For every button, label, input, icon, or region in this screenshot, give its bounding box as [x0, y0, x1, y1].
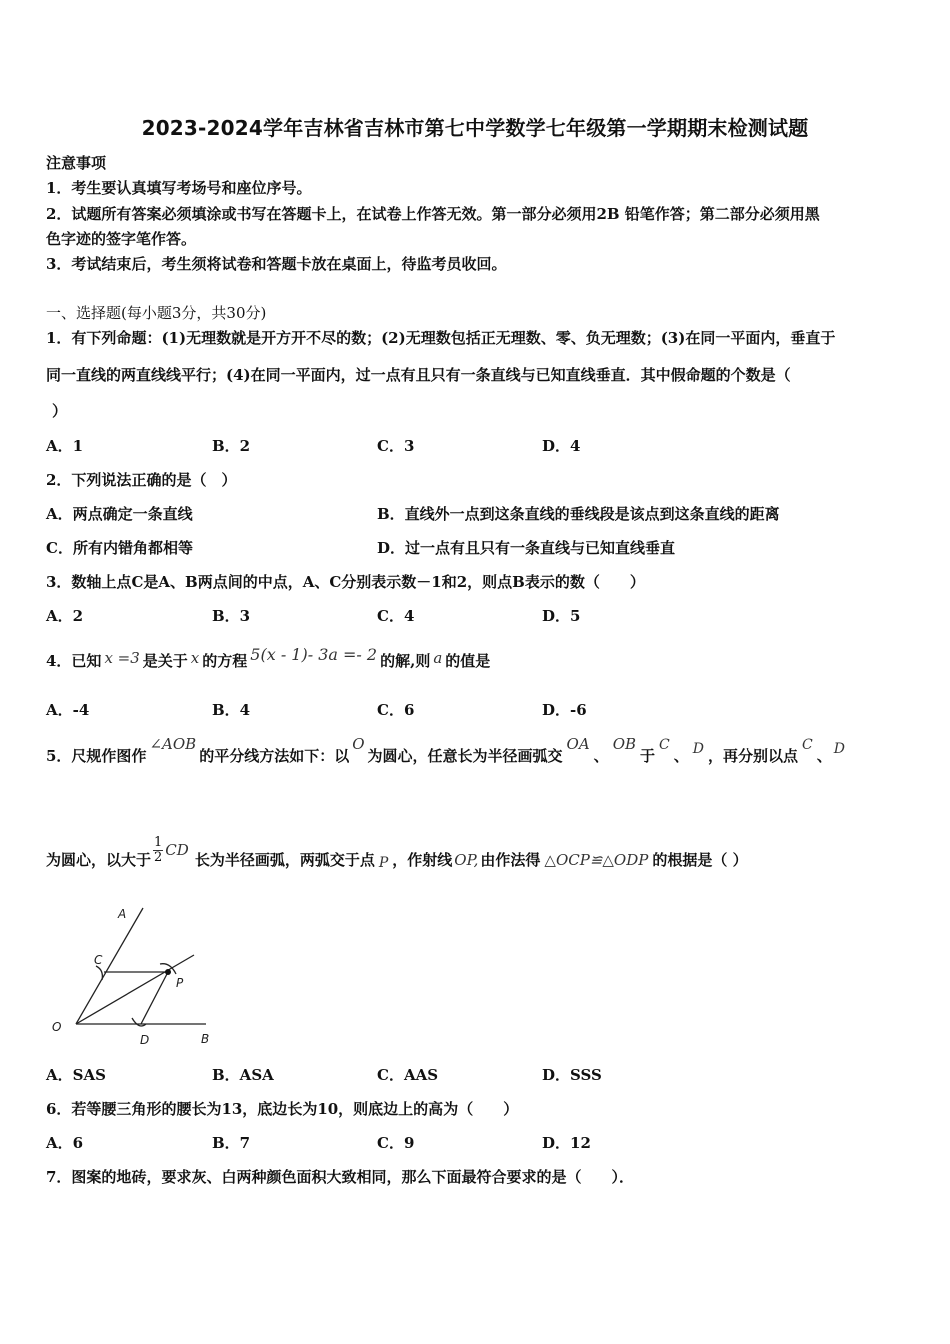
q4-text-2: 是关于: [142, 652, 188, 670]
q5-math-d: D: [692, 741, 704, 757]
q5-text-4: 、: [593, 747, 609, 765]
q5-math-o: O: [352, 735, 365, 753]
q3-option-c: C．4: [377, 607, 415, 625]
angle-bisector-figure: [46, 900, 216, 1050]
q1-option-a: A．1: [46, 437, 84, 455]
q5-text-9: 为圆心，以大于: [46, 850, 152, 869]
q5-text-12: 由作法得: [480, 850, 541, 869]
q2-stem: 2．下列说法正确的是（ ）: [46, 471, 237, 489]
q5-text-7: ，再分别以点: [708, 747, 799, 765]
q5-option-c: C．AAS: [377, 1066, 439, 1084]
q5-math-ob: OB: [612, 735, 637, 753]
q6-option-a: A．6: [46, 1134, 84, 1152]
q5-option-d: D．SSS: [542, 1066, 602, 1084]
q4-text-1: 4．已知: [46, 652, 102, 670]
q1-option-d: D．4: [542, 437, 581, 455]
q5-text-8: 、: [816, 747, 832, 765]
point-p: [165, 969, 171, 975]
notice-item-1: 1．考生要认真填写考场号和座位序号。: [46, 179, 312, 197]
label-a: A: [118, 907, 127, 921]
q2-option-a: A．两点确定一条直线: [46, 505, 193, 523]
q5-text-10: 长为半径画弧，两弧交于点: [194, 850, 375, 869]
q5-math-c: C: [659, 737, 670, 753]
q1-stem-line3: ）: [52, 402, 68, 420]
q4-math-variable: x: [190, 649, 200, 667]
q5-math-angle: ∠AOB: [149, 735, 197, 753]
q1-stem-line1: 1．有下列命题：(1)无理数就是开方开不尽的数；(2)无理数包括正无理数、零、负无理数；(3)在同一平面内，垂直于: [46, 329, 836, 347]
q5-math-congruence: △OCP≌△ODP: [544, 850, 649, 869]
q5-text-3: 为圆心，任意长为半径画弧交: [367, 747, 563, 765]
q1-option-b: B．2: [212, 437, 251, 455]
section-heading: 一、选择题(每小题3分，共30分): [46, 304, 267, 322]
notice-item-2: 2．试题所有答案必须填涂或书写在答题卡上，在试卷上作答无效。第一部分必须用2B 铅笔作答；第二部分必须用黑: [46, 205, 820, 223]
q4-text-5: 的值是: [445, 652, 491, 670]
notice-item-3: 3．考试结束后，考生须将试卷和答题卡放在桌面上，待监考员收回。: [46, 255, 507, 273]
label-o: O: [52, 1020, 62, 1034]
q4-math-equation: 5(x - 1)- 3a =- 2: [250, 645, 378, 664]
q5-text-13: 的根据是（ ）: [652, 850, 748, 869]
q3-option-a: A．2: [46, 607, 84, 625]
q4-option-a: A．-4: [46, 701, 90, 719]
ray-oa: [76, 908, 143, 1024]
q5-option-b: B．ASA: [212, 1066, 274, 1084]
q5-fraction-num: 1: [154, 835, 163, 850]
q5-fraction-den: 2: [154, 850, 163, 865]
q5-text-2: 的平分线方法如下：以: [199, 747, 350, 765]
q4-math-solution: x =3: [104, 649, 140, 667]
label-d: D: [140, 1033, 150, 1047]
q5-math-cd: CD: [165, 840, 189, 859]
q3-stem: 3．数轴上点C是A、B两点间的中点，A、C分别表示数－1和2，则点B表示的数（ ）: [46, 573, 645, 591]
q6-option-b: B．7: [212, 1134, 251, 1152]
arc-at-c: [96, 966, 102, 980]
q4-option-d: D．-6: [542, 701, 587, 719]
q6-option-c: C．9: [377, 1134, 415, 1152]
q4-math-a: a: [433, 649, 443, 667]
q7-stem: 7．图案的地砖，要求灰、白两种颜色面积大致相同，那么下面最符合要求的是（ ）．: [46, 1168, 634, 1186]
q5-text-5: 于: [640, 747, 656, 765]
segment-dp: [141, 972, 168, 1024]
q5-text-11: ，作射线: [392, 850, 453, 869]
q3-option-d: D．5: [542, 607, 581, 625]
label-p: P: [176, 976, 184, 990]
q2-option-d: D．过一点有且只有一条直线与已知直线垂直: [377, 539, 676, 557]
q1-option-c: C．3: [377, 437, 415, 455]
label-b: B: [201, 1032, 210, 1046]
notice-item-2-cont: 色字迹的签字笔作答。: [46, 230, 197, 248]
q5-math-op: OP,: [454, 850, 479, 869]
q6-stem: 6．若等腰三角形的腰长为13，底边长为10，则底边上的高为（ ）: [46, 1100, 519, 1118]
q4-text-3: 的方程: [202, 652, 248, 670]
q6-option-d: D．12: [542, 1134, 591, 1152]
q5-math-c2: C: [802, 737, 813, 753]
q2-option-c: C．所有内错角都相等: [46, 539, 193, 557]
q5-math-oa: OA: [566, 735, 590, 753]
q4-stem: [46, 645, 491, 671]
q5-math-d2: D: [833, 741, 845, 757]
q5-text-1: 5．尺规作图作: [46, 747, 147, 765]
q5-math-p: P: [378, 854, 389, 871]
q5-stem-line2: [46, 835, 748, 871]
q5-stem-line1: [46, 735, 847, 766]
q5-option-a: A．SAS: [46, 1066, 106, 1084]
q4-option-b: B．4: [212, 701, 251, 719]
page-title: 2023-2024学年吉林省吉林市第七中学数学七年级第一学期期末检测试题: [141, 116, 809, 140]
notice-heading: 注意事项: [46, 154, 107, 172]
q2-option-b: B．直线外一点到这条直线的垂线段是该点到这条直线的距离: [377, 505, 780, 523]
q4-option-c: C．6: [377, 701, 415, 719]
q5-fraction-half: [153, 836, 163, 865]
q5-text-6: 、: [673, 747, 689, 765]
q1-stem-line2: 同一直线的两直线线平行；(4)在同一平面内，过一点有且只有一条直线与已知直线垂直．其中假命题的个数是（: [46, 366, 791, 384]
label-c: C: [94, 953, 103, 967]
q3-option-b: B．3: [212, 607, 251, 625]
q4-text-4: 的解,则: [380, 652, 431, 670]
